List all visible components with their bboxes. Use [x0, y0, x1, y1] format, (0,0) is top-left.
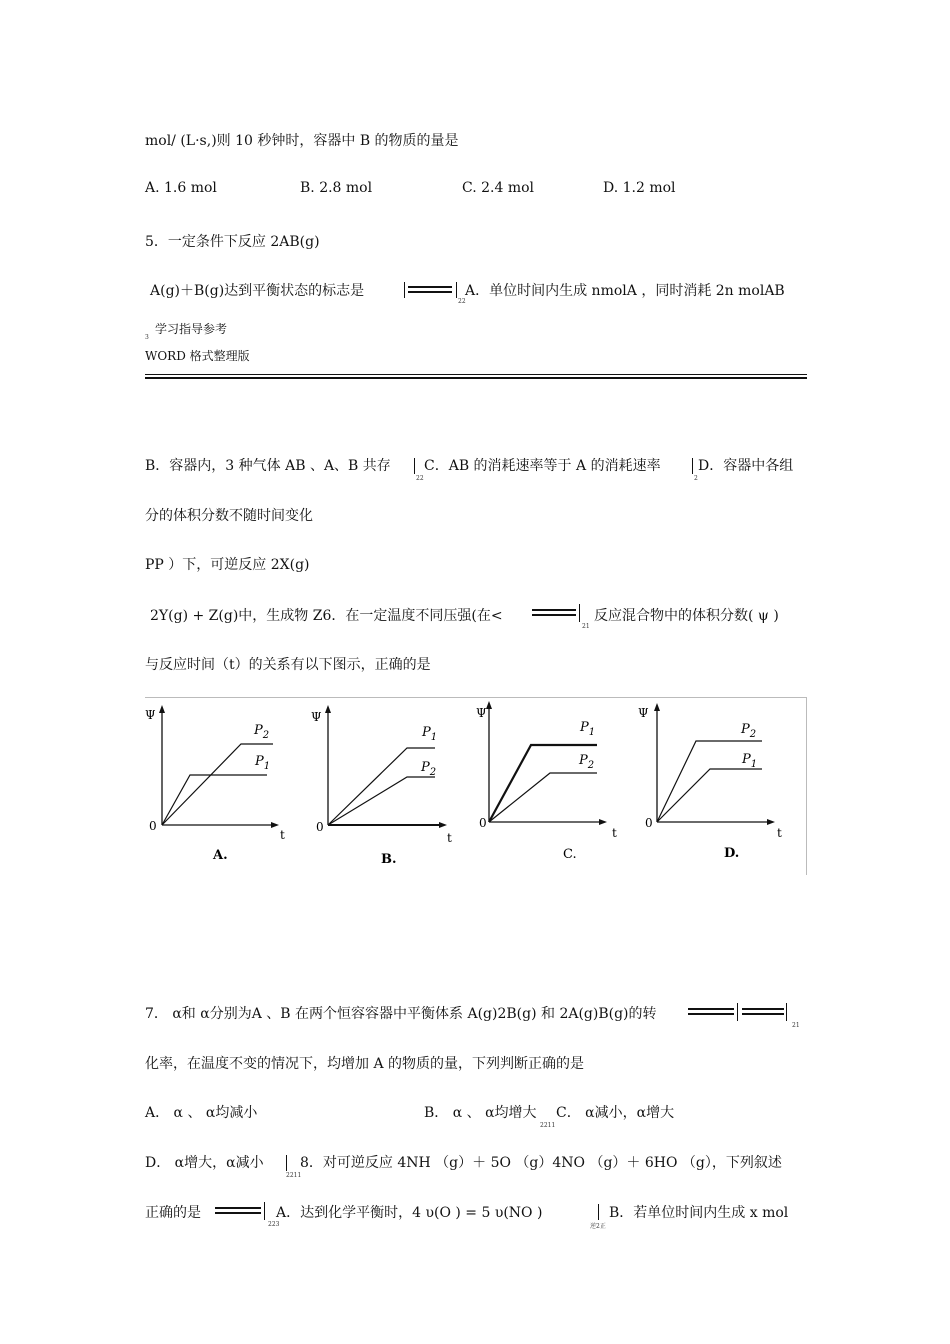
q4-option-a: A. 1.6 mol [145, 180, 217, 196]
subscript-fragment: 223 [268, 1221, 280, 1228]
graph-a [145, 705, 285, 863]
curve-top [328, 748, 435, 825]
origin-label: 0 [316, 820, 324, 834]
x-axis-arrow-icon [767, 819, 775, 825]
origin-label: 0 [149, 819, 157, 833]
subscript-fragment: 2 [694, 475, 698, 482]
subscript-fragment: 22 [416, 475, 424, 482]
y-label: Ψ [638, 706, 649, 720]
q6-line1: PP ）下，可逆反应 2X(g) [145, 557, 310, 573]
curve-label-top: $P_2$ [254, 723, 270, 741]
x-axis-arrow-icon [271, 822, 279, 828]
graph-caption: A. [213, 848, 228, 863]
q6-line3: 与反应时间（t）的关系有以下图示，正确的是 [145, 657, 431, 673]
q5-head: 5．一定条件下反应 2AB(g) [145, 234, 320, 250]
curve-bottom [328, 777, 435, 825]
graphs-svg [145, 697, 807, 875]
curve-label-top: $P_1$ [422, 725, 438, 743]
equilibrium-arrow-icon [688, 1006, 734, 1016]
curve-label-top: $P_1$ [580, 720, 596, 738]
subscript-fragment: 21 [582, 623, 590, 630]
graph-panel [145, 697, 807, 875]
x-label: t [612, 826, 617, 840]
graph-b [311, 705, 452, 867]
curve-label-bottom: $P_2$ [579, 753, 595, 771]
q4-stem: mol/ (L·s,)则 10 秒钟时，容器中 B 的物质的量是 [145, 133, 459, 149]
q4-option-b: B. 2.8 mol [300, 180, 373, 196]
subscript-fragment: 2211 [286, 1172, 302, 1179]
q8-option-a: A．达到化学平衡时，4 υ(O ) = 5 υ(NO ) [276, 1205, 543, 1221]
y-axis-arrow-icon [159, 705, 165, 713]
subscript-fragment: 21 [792, 1022, 800, 1029]
bracket-bar [598, 1204, 599, 1220]
q7-option-b: B． α 、 α均增大 [424, 1105, 537, 1121]
bracket-bar [264, 1202, 265, 1220]
q8-line2: 正确的是 [145, 1205, 201, 1221]
graph-caption: D. [724, 846, 740, 861]
subscript-fragment: 逆2正 [590, 1223, 606, 1230]
bracket-bar [737, 1003, 738, 1021]
q7-line1: 7． α和 α分别为A 、B 在两个恒容容器中平衡体系 A(g)2B(g) 和 2A(g)B(g)的转 [145, 1006, 657, 1022]
q6-line2: 2Y(g) + Z(g)中，生成物 Z6．在一定温度不同压强(在< [150, 608, 503, 624]
curve-label-bottom: $P_1$ [255, 754, 271, 772]
graph-caption: C. [563, 847, 577, 862]
y-label: Ψ [311, 710, 322, 724]
origin-label: 0 [645, 816, 653, 830]
origin-label: 0 [479, 816, 487, 830]
bracket-bar [286, 1155, 287, 1171]
subscript-fragment: 3 [145, 334, 149, 341]
q8-line1: 8．对可逆反应 4NH （g）＋ 5O （g）4NO （g）＋ 6HO （g），下列叙述 [300, 1155, 782, 1171]
x-label: t [777, 826, 782, 840]
q5-option-d-cont: 分的体积分数不随时间变化 [145, 508, 313, 524]
bracket-bar [404, 282, 405, 298]
q8-option-b: B．若单位时间内生成 x mol [609, 1205, 789, 1221]
y-label: Ψ [476, 706, 487, 720]
graph-d [638, 703, 782, 861]
y-label: Ψ [145, 708, 156, 722]
graph-caption: B. [381, 852, 397, 867]
q5-option-d: D．容器中各组 [698, 458, 794, 474]
curve-bottom [162, 775, 267, 825]
q4-option-c: C. 2.4 mol [462, 180, 535, 196]
bracket-bar [692, 458, 693, 474]
equilibrium-arrow-icon [408, 284, 452, 294]
footer-title: 学习指导参考 [155, 322, 228, 336]
curve-bottom [489, 773, 597, 822]
y-axis-arrow-icon [654, 703, 660, 711]
q4-option-d: D. 1.2 mol [603, 180, 676, 196]
curve-label-bottom: $P_2$ [421, 760, 437, 778]
footer-subtitle: WORD 格式整理版 [145, 349, 250, 363]
q5-stem: A(g)＋B(g)达到平衡状态的标志是 [150, 283, 365, 299]
x-axis-arrow-icon [439, 822, 447, 828]
q7-option-a: A． α 、 α均减小 [145, 1105, 258, 1121]
subscript-fragment: 22 [458, 298, 466, 305]
q7-option-c: C． α减小，α增大 [556, 1105, 675, 1121]
q7-option-d: D． α增大，α减小 [145, 1155, 264, 1171]
q5-option-a: A．单位时间内生成 nmolA ，同时消耗 2n molAB [465, 283, 785, 299]
equilibrium-arrow-icon [215, 1205, 261, 1215]
bracket-bar [786, 1003, 787, 1021]
x-label: t [280, 828, 285, 842]
bracket-bar [414, 458, 415, 474]
curve-label-bottom: $P_1$ [742, 752, 758, 770]
x-label: t [447, 831, 452, 845]
bracket-bar [579, 604, 580, 622]
q5-option-b: B．容器内，3 种气体 AB 、A、B 共存 [145, 458, 391, 474]
page-divider [145, 374, 807, 375]
subscript-fragment: 2211 [540, 1122, 556, 1129]
bracket-bar [456, 282, 457, 298]
y-axis-arrow-icon [325, 705, 331, 713]
equilibrium-arrow-icon [532, 607, 576, 617]
graph-c [476, 701, 617, 862]
q6-line2-cont: 反应混合物中的体积分数( ψ ) [594, 608, 779, 624]
q5-option-c: C．AB 的消耗速率等于 A 的消耗速率 [424, 458, 661, 474]
x-axis-arrow-icon [599, 819, 607, 825]
q7-line2: 化率，在温度不变的情况下，均增加 A 的物质的量，下列判断正确的是 [145, 1056, 585, 1072]
y-axis-arrow-icon [486, 701, 492, 709]
page-divider [145, 377, 807, 379]
curve-label-top: $P_2$ [741, 722, 757, 740]
equilibrium-arrow-icon [742, 1006, 784, 1016]
curve-bottom [657, 769, 762, 822]
